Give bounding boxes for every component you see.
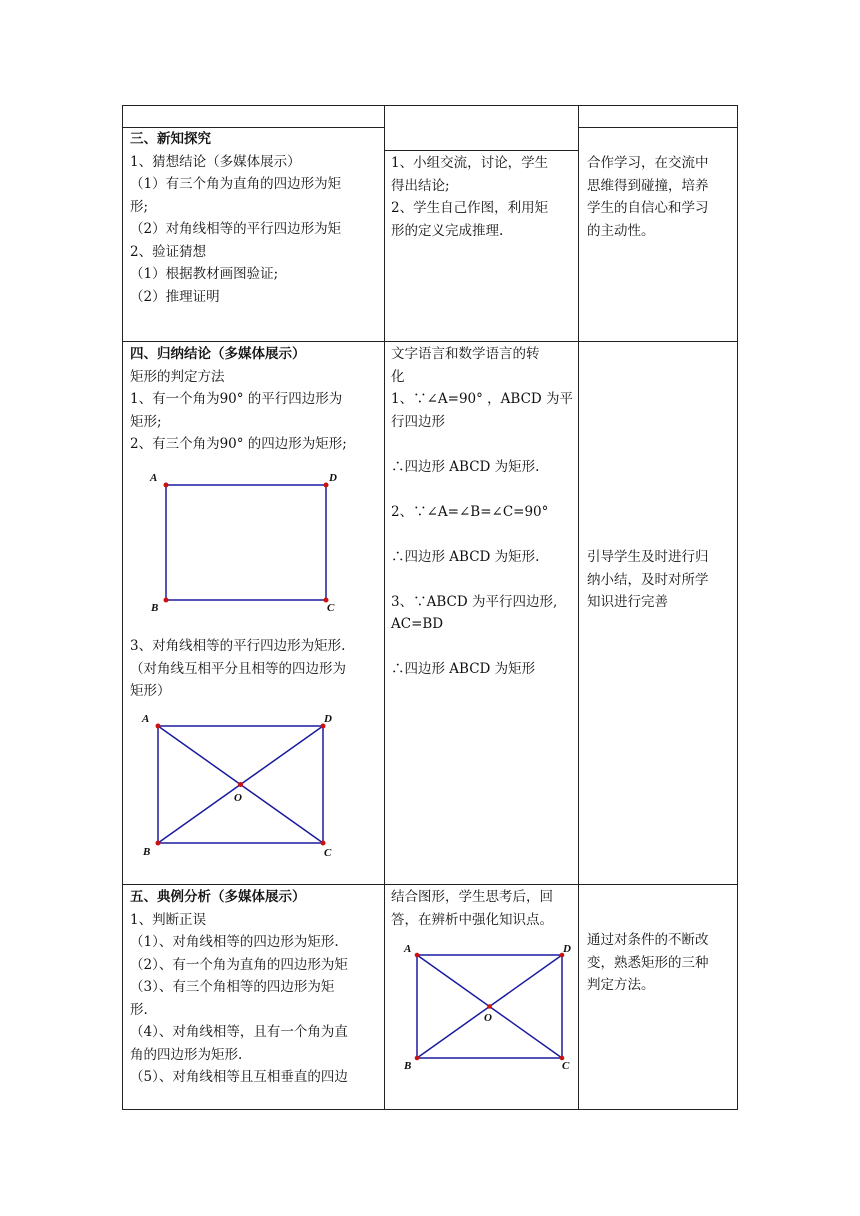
text-line: 1、猜想结论（多媒体展示） (130, 153, 301, 170)
text-line: 形. (130, 1001, 148, 1018)
label-c: C (327, 602, 335, 614)
column-divider-2 (578, 105, 579, 1110)
section3-content (130, 128, 341, 308)
text-line: ∴四边形 ABCD 为矩形. (391, 458, 540, 475)
label-b: B (404, 1060, 412, 1072)
point-c (321, 841, 326, 846)
text-line: （2）推理证明 (130, 288, 220, 305)
rectangle-abcd (166, 485, 326, 600)
text-line: （1）有三个角为直角的四边形为矩 (130, 176, 342, 192)
text-line: （1）、对角线相等的四边形为矩形. (130, 934, 339, 950)
section3-intent (587, 152, 709, 242)
section4-activity (391, 343, 573, 681)
text-line: 结合图形，学生思考后，回 (391, 889, 553, 905)
text-line: 1、判断正误 (130, 911, 207, 928)
text-line: （2）对角线相等的平行四边形为矩 (130, 221, 342, 237)
label-o: O (234, 792, 242, 804)
section5-content (130, 886, 348, 1089)
point-a (415, 953, 420, 958)
label-b: B (143, 846, 151, 858)
label-b: B (151, 602, 159, 614)
text-line: 文字语言和数学语言的转 (391, 346, 540, 362)
section4-content-top (130, 343, 347, 456)
text-line: 2、∵∠A=∠B=∠C=90° (391, 503, 549, 520)
text-line: 2、验证猜想 (130, 243, 207, 260)
text-line: 得出结论; (391, 177, 450, 194)
label-d: D (324, 713, 332, 725)
table-border-left (122, 105, 123, 1110)
label-d: D (329, 472, 337, 484)
text-line: 矩形; (130, 413, 162, 430)
text-line: （3）、有三个角相等的四边形为矩 (130, 979, 335, 995)
rectangle-diagonals-figure-2 (400, 938, 578, 1073)
point-b (415, 1056, 420, 1061)
label-d: D (563, 943, 571, 955)
point-a (164, 483, 169, 488)
text-line: 答，在辨析中强化知识点。 (391, 911, 553, 928)
text-line: （5）、对角线相等且互相垂直的四边 (130, 1069, 348, 1085)
label-c: C (324, 847, 332, 859)
text-line: 通过对条件的不断改 (587, 932, 709, 948)
text-line: 引导学生及时进行归 (587, 549, 709, 565)
rectangle-diagonals-figure-1 (138, 708, 348, 858)
text-line: ∴四边形 ABCD 为矩形 (391, 661, 536, 677)
section3-col2-top (384, 150, 578, 151)
row-divider-2 (122, 884, 738, 885)
text-line: 1、∵∠A=90° ，ABCD 为平 (391, 391, 574, 407)
text-line: 3、对角线相等的平行四边形为矩形. (130, 638, 346, 654)
text-line: （1）根据教材画图验证; (130, 266, 279, 282)
text-line: 角的四边形为矩形. (130, 1046, 243, 1063)
section3-heading: 三、新知探究 (130, 131, 211, 147)
point-o (487, 1004, 492, 1009)
label-c: C (562, 1060, 570, 1072)
section4-intent (587, 546, 709, 614)
label-o: O (484, 1012, 492, 1024)
text-line: 行四边形 (391, 413, 445, 430)
point-b (164, 598, 169, 603)
text-line: 学生的自信心和学习 (587, 200, 709, 216)
text-line: 形; (130, 198, 149, 215)
text-line: 形的定义完成推理. (391, 222, 504, 239)
text-line: 矩形的判定方法 (130, 368, 225, 385)
text-line: 思维得到碰撞，培养 (587, 177, 709, 194)
text-line: 2、学生自己作图，利用矩 (391, 200, 549, 216)
table-border-top (122, 105, 738, 106)
section5-intent (587, 929, 709, 997)
row-divider-1 (122, 341, 738, 342)
section5-activity (391, 886, 553, 931)
table-border-right (737, 105, 738, 1110)
text-line: 判定方法。 (587, 977, 655, 993)
label-a: A (142, 713, 150, 725)
text-line: 变，熟悉矩形的三种 (587, 954, 709, 971)
text-line: （2）、有一个角为直角的四边形为矩 (130, 956, 348, 973)
text-line: （4）、对角线相等，且有一个角为直 (130, 1024, 348, 1040)
text-line: 纳小结，及时对所学 (587, 571, 709, 588)
section3-activity (391, 152, 548, 242)
text-line: 2、有三个角为90° 的四边形为矩形; (130, 436, 347, 452)
label-a: A (404, 943, 412, 955)
point-o (238, 782, 243, 787)
point-b (156, 841, 161, 846)
text-line: 矩形） (130, 683, 171, 699)
text-line: AC=BD (391, 616, 444, 632)
text-line: ∴四边形 ABCD 为矩形. (391, 548, 540, 565)
text-line: 的主动性。 (587, 222, 655, 239)
column-divider-1 (384, 105, 385, 1110)
text-line: 3、∵ABCD 为平行四边形, (391, 593, 558, 610)
rectangle-figure-1 (140, 466, 350, 616)
table-border-bottom (122, 1109, 738, 1110)
label-a: A (150, 472, 158, 484)
point-a (156, 724, 161, 729)
text-line: 知识进行完善 (587, 594, 668, 610)
section4-content-bottom (130, 635, 346, 703)
text-line: 1、小组交流，讨论，学生 (391, 155, 549, 171)
text-line: （对角线互相平分且相等的四边形为 (130, 660, 346, 677)
section4-heading: 四、归纳结论（多媒体展示） (130, 346, 306, 362)
section5-heading: 五、典例分析（多媒体展示） (130, 889, 306, 905)
header-row-divider-right (578, 127, 738, 128)
text-line: 合作学习，在交流中 (587, 155, 709, 171)
text-line: 1、有一个角为90° 的平行四边形为 (130, 391, 343, 407)
text-line: 化 (391, 368, 405, 385)
point-d (324, 483, 329, 488)
